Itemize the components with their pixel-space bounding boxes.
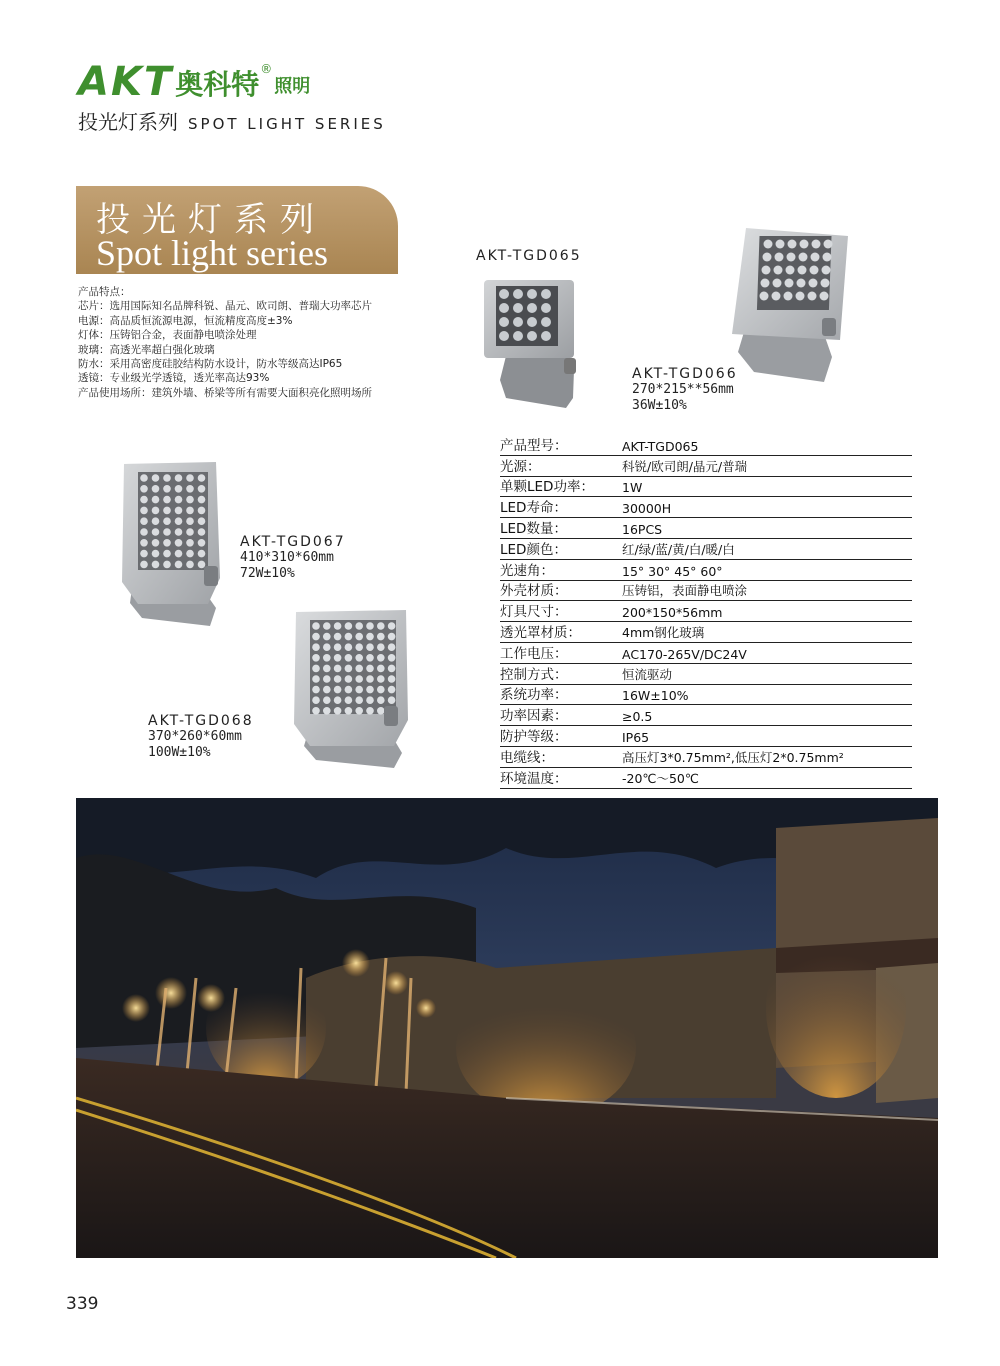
led-dot [377, 707, 385, 715]
spec-value: -20℃～50℃ [622, 770, 699, 786]
spec-value: 1W [622, 480, 643, 496]
spec-row [500, 581, 912, 602]
led-dot [198, 485, 206, 493]
led-dot [152, 485, 160, 493]
led-dot [377, 643, 385, 651]
spec-row [500, 664, 912, 685]
led-dot [186, 496, 194, 504]
led-dot [366, 707, 374, 715]
led-dot [345, 643, 353, 651]
led-dot [152, 539, 160, 547]
spec-key: 单颗LED功率： [500, 479, 594, 496]
led-dot [198, 539, 206, 547]
spec-key: 电缆线： [500, 749, 554, 766]
spec-value: AC170-265V/DC24V [622, 646, 747, 662]
spec-value: 恒流驱动 [622, 666, 673, 682]
led-dot [323, 633, 331, 641]
feature-line: 玻璃：高透光率超白强化玻璃 [78, 343, 215, 356]
led-dot [323, 696, 331, 704]
spec-row [500, 539, 912, 560]
led-dot [334, 696, 342, 704]
led-dot [312, 633, 320, 641]
led-dot [163, 474, 171, 482]
model-label-tgd065 [476, 248, 582, 264]
spec-value: 16PCS [622, 521, 663, 537]
spec-value: 4mm钢化玻璃 [622, 624, 705, 640]
spec-row [500, 768, 912, 789]
spec-key: 外壳材质： [500, 583, 568, 600]
led-dot [312, 622, 320, 630]
spec-key: 控制方式： [500, 666, 568, 683]
logo-registered-mark: ® [260, 62, 273, 76]
led-dot [345, 675, 353, 683]
led-dot [152, 528, 160, 536]
led-dot [323, 675, 331, 683]
led-dot [388, 633, 396, 641]
led-dot [355, 633, 363, 641]
led-dot [377, 686, 385, 694]
led-dot [198, 561, 206, 569]
led-dot [323, 686, 331, 694]
spec-key: 光速角： [500, 562, 554, 579]
led-dot [388, 654, 396, 662]
led-dot [152, 550, 160, 558]
led-dot [175, 507, 183, 515]
spec-row [500, 747, 912, 768]
spec-row [500, 497, 912, 518]
spec-row [500, 685, 912, 706]
application-photo [76, 798, 938, 1258]
logo-mark: AKT [78, 59, 174, 105]
led-dot [186, 485, 194, 493]
led-dot [334, 707, 342, 715]
spec-row [500, 726, 912, 747]
logo-subtitle: 照明 [274, 76, 311, 97]
led-dot [388, 696, 396, 704]
spec-value: ≥0.5 [622, 709, 653, 725]
spec-row [500, 456, 912, 477]
led-dot [323, 707, 331, 715]
spec-value: AKT-TGD065 [622, 438, 699, 454]
model-label-tgd068 [148, 713, 254, 761]
led-dot [312, 665, 320, 673]
led-dot [163, 507, 171, 515]
led-dot [198, 496, 206, 504]
model-power: 36W±10% [632, 398, 687, 413]
spec-row [500, 560, 912, 581]
led-dot [152, 507, 160, 515]
spec-key: 工作电压： [500, 645, 568, 662]
led-dot [355, 665, 363, 673]
spec-row [500, 601, 912, 622]
product-image-tgd066 [724, 222, 854, 387]
led-dot [388, 675, 396, 683]
led-dot [366, 643, 374, 651]
feature-line: 芯片：选用国际知名品牌科锐、晶元、欧司朗、普瑞大功率芯片 [78, 300, 372, 313]
model-label-tgd067 [240, 534, 346, 582]
led-dot [163, 485, 171, 493]
spec-key: 灯具尺寸： [500, 604, 568, 621]
spec-value: 16W±10% [622, 688, 689, 704]
led-dot [140, 550, 148, 558]
led-dot [388, 665, 396, 673]
led-dot [140, 496, 148, 504]
model-name: AKT-TGD067 [240, 534, 346, 550]
led-dot [198, 550, 206, 558]
led-dot [186, 474, 194, 482]
model-label-tgd066 [632, 366, 738, 414]
product-image-tgd065 [470, 270, 588, 420]
led-dot [175, 528, 183, 536]
led-dot [186, 507, 194, 515]
led-dot [140, 485, 148, 493]
spec-key: 光源： [500, 458, 541, 475]
feature-line: 防水：采用高密度硅胶结构防水设计，防水等级高达IP65 [78, 358, 343, 371]
spec-key: LED颜色： [500, 541, 567, 558]
product-features [78, 285, 372, 400]
spec-key: 功率因素： [500, 708, 568, 725]
led-dot [334, 675, 342, 683]
led-dot [186, 528, 194, 536]
logo-name: 奥科特 [175, 68, 260, 101]
model-name: AKT-TGD068 [148, 713, 254, 729]
led-dot [366, 696, 374, 704]
model-power: 72W±10% [240, 566, 295, 581]
led-dot [355, 675, 363, 683]
spec-row [500, 622, 912, 643]
led-dot [345, 633, 353, 641]
model-size: 270*215**56mm [632, 382, 734, 397]
led-dot [198, 528, 206, 536]
brand-logo [78, 59, 311, 105]
led-dot [198, 517, 206, 525]
features-heading: 产品特点： [78, 286, 131, 298]
led-dot [140, 517, 148, 525]
spec-value: 15° 30° 45° 60° [622, 563, 723, 579]
led-dot [355, 696, 363, 704]
spec-value: 红/绿/蓝/黄/白/暖/白 [622, 541, 735, 557]
series-header [78, 106, 386, 135]
led-dot [140, 539, 148, 547]
led-dot [175, 561, 183, 569]
led-dot [140, 507, 148, 515]
led-dot [312, 654, 320, 662]
feature-line: 灯体：压铸铝合金，表面静电喷涂处理 [78, 329, 257, 342]
led-dot [312, 707, 320, 715]
led-dot [345, 654, 353, 662]
led-dot [163, 528, 171, 536]
led-dot [312, 696, 320, 704]
spec-key: LED寿命： [500, 500, 567, 517]
led-dot [377, 633, 385, 641]
led-dot [377, 665, 385, 673]
led-dot [312, 643, 320, 651]
led-dot [312, 686, 320, 694]
product-image-tgd067 [112, 458, 232, 628]
spec-key: 环境温度： [500, 770, 568, 787]
led-dot [334, 643, 342, 651]
led-dot [366, 633, 374, 641]
led-dot [163, 517, 171, 525]
spec-key: 透光罩材质： [500, 624, 581, 641]
led-dot [334, 633, 342, 641]
spec-key: 系统功率： [500, 687, 568, 704]
model-size: 410*310*60mm [240, 550, 334, 565]
led-dot [355, 654, 363, 662]
page-number: 339 [66, 1294, 99, 1314]
led-dot [312, 675, 320, 683]
led-dot [334, 622, 342, 630]
led-dot [175, 550, 183, 558]
led-dot [323, 665, 331, 673]
led-dot [175, 539, 183, 547]
led-dot [198, 474, 206, 482]
product-image-tgd068 [286, 608, 410, 773]
series-title-en: SPOT LIGHT SERIES [188, 115, 386, 133]
led-dot [355, 686, 363, 694]
spec-value: 科锐/欧司朗/晶元/普瑞 [622, 458, 748, 474]
led-dot [355, 622, 363, 630]
led-dot [355, 707, 363, 715]
led-dot [388, 643, 396, 651]
model-name: AKT-TGD065 [476, 248, 582, 264]
led-dot [323, 654, 331, 662]
feature-line: 电源：高品质恒流源电源，恒流精度高度±3% [78, 314, 293, 327]
led-dot [355, 643, 363, 651]
led-dot [175, 517, 183, 525]
led-dot [163, 561, 171, 569]
led-dot [152, 561, 160, 569]
led-dot [377, 654, 385, 662]
spec-value: 高压灯3*0.75mm²,低压灯2*0.75mm² [622, 749, 844, 765]
led-dot [366, 622, 374, 630]
led-dot [152, 496, 160, 504]
led-dot [334, 686, 342, 694]
led-dot [152, 517, 160, 525]
spec-row [500, 643, 912, 664]
led-dot [388, 622, 396, 630]
spec-value: 压铸铝，表面静电喷涂 [622, 583, 748, 599]
spec-value: 200*150*56mm [622, 605, 723, 621]
led-dot [345, 686, 353, 694]
led-dot [377, 675, 385, 683]
feature-line: 透镜：专业级光学透镜，透光率高达93% [78, 372, 270, 385]
feature-line: 产品使用场所：建筑外墙、桥梁等所有需要大面积亮化照明场所 [78, 386, 372, 399]
spec-key: LED数量： [500, 520, 567, 537]
led-dot [345, 622, 353, 630]
spec-row [500, 477, 912, 498]
spec-row [500, 435, 912, 456]
led-dot [366, 686, 374, 694]
led-dot [152, 474, 160, 482]
spec-value: IP65 [622, 729, 650, 745]
led-dot [175, 496, 183, 504]
series-title-cn: 投光灯系列 [78, 110, 178, 134]
led-dot [366, 654, 374, 662]
banner-title-en: Spot light series [96, 233, 328, 273]
led-dot [198, 507, 206, 515]
led-dot [334, 665, 342, 673]
spec-row [500, 705, 912, 726]
led-dot [186, 517, 194, 525]
spec-value: 30000H [622, 501, 672, 517]
led-dot [163, 496, 171, 504]
led-dot [345, 707, 353, 715]
led-dot [163, 539, 171, 547]
model-name: AKT-TGD066 [632, 366, 738, 382]
led-dot [323, 643, 331, 651]
led-dot [186, 550, 194, 558]
spec-key: 产品型号： [500, 437, 568, 454]
led-dot [140, 474, 148, 482]
spec-key: 防护等级： [500, 728, 568, 745]
led-dot [175, 474, 183, 482]
led-dot [186, 561, 194, 569]
led-dot [140, 528, 148, 536]
led-dot [334, 654, 342, 662]
led-dot [163, 550, 171, 558]
spec-table [500, 435, 912, 789]
led-dot [366, 675, 374, 683]
banner-title-cn: 投光灯系列 [96, 200, 326, 240]
model-size: 370*260*60mm [148, 729, 242, 744]
led-dot [175, 485, 183, 493]
led-dot [377, 622, 385, 630]
led-dot [186, 539, 194, 547]
led-dot [345, 696, 353, 704]
spec-row [500, 518, 912, 539]
led-dot [345, 665, 353, 673]
led-dot [377, 696, 385, 704]
led-dot [388, 686, 396, 694]
led-dot [323, 622, 331, 630]
led-dot [366, 665, 374, 673]
model-power: 100W±10% [148, 745, 211, 760]
led-dot [140, 561, 148, 569]
